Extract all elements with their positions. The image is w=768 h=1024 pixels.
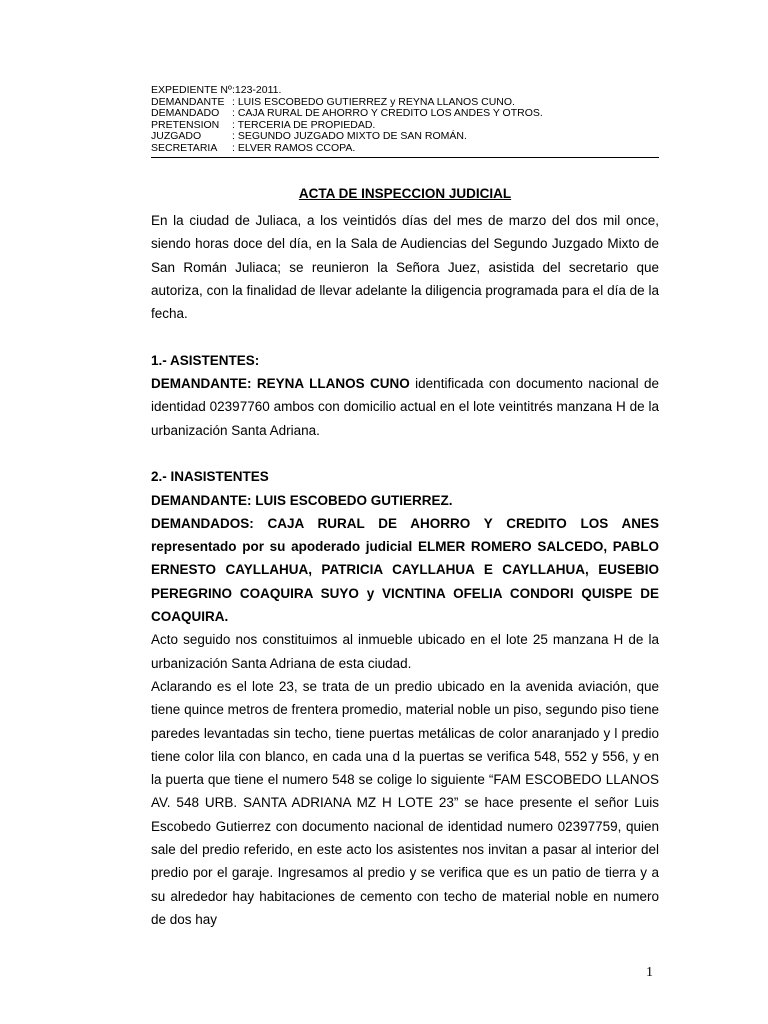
demandante-present-name: DEMANDANTE: REYNA LLANOS CUNO (151, 376, 410, 392)
header-value: : CAJA RURAL DE AHORRO Y CREDITO LOS ANDES Y OTROS. (232, 107, 543, 120)
document-body (151, 209, 659, 931)
header-value: : LUIS ESCOBEDO GUTIERREZ y REYNA LLANOS CUNO. (232, 95, 515, 108)
header-value: : SEGUNDO JUZGADO MIXTO DE SAN ROMÁN. (232, 130, 467, 143)
demandados-absent: DEMANDADOS: CAJA RURAL DE AHORRO Y CREDITO LOS ANES representado por su apoderado judicial ELMER ROMERO SALCEDO, PABLO ERNESTO CAYLLAHUA, PATRICIA CAYLLAHUA E CAYLLAHUA, EUSEBIO PEREGRINO COAQUIRA SUYO y VICNTINA OFELIA CONDORI QUISPE DE COAQUIRA. (151, 515, 659, 625)
paragraph-spacer (151, 325, 659, 348)
section-heading-asistentes: 1.- ASISTENTES: (151, 352, 260, 368)
header-label: SECRETARIA (151, 141, 218, 154)
header-row-expediente (151, 85, 659, 97)
section-heading-inasistentes: 2.- INASISTENTES (151, 469, 269, 485)
acto-seguido-paragraph: Acto seguido nos constituimos al inmueble ubicado en el lote 25 manzana H de la urbanización Santa Adriana de esta ciudad. (151, 632, 659, 671)
header-label: PRETENSION (151, 118, 220, 131)
header-label: EXPEDIENTE Nº (151, 84, 232, 96)
intro-paragraph: En la ciudad de Juliaca, a los veintidós días del mes de marzo del dos mil once, siendo horas doce del día, en la Sala de Audiencias del Segundo Juzgado Mixto de San Román Juliaca; se reunieron la Señora Juez, asistida del secretario que autoriza, con la finalidad de llevar adelante la diligencia programada para el día de la fecha. (151, 213, 659, 322)
header-label: JUZGADO (151, 130, 202, 143)
demandante-absent: DEMANDANTE: LUIS ESCOBEDO GUTIERREZ. (151, 492, 453, 508)
header-row-secretaria (151, 143, 659, 155)
header-value: :123-2011. (232, 84, 282, 96)
document-title-text: ACTA DE INSPECCION JUDICIAL (298, 186, 512, 201)
header-label: DEMANDANTE (151, 95, 225, 108)
case-header (151, 85, 659, 158)
asistentes-paragraph (151, 372, 659, 442)
header-value: : ELVER RAMOS CCOPA. (232, 141, 356, 154)
header-value: : TERCERIA DE PROPIEDAD. (232, 118, 376, 131)
page-number: 1 (646, 965, 653, 980)
header-row-demandado (151, 108, 659, 120)
aclarando-paragraph: Aclarando es el lote 23, se trata de un predio ubicado en la avenida aviación, que tiene quince metros de frentera promedio, material noble un piso, segundo piso tiene paredes levantadas sin techo, tiene puertas metálicas de color anaranjado y l predio tiene color lila con blanco, en cada una d la puertas se verifica 548, 552 y 556, y en la puerta que tiene el numero 548 se colige lo siguiente “FAM ESCOBEDO LLANOS AV. 548 URB. SANTA ADRIANA MZ H LOTE 23” se hace presente el señor Luis Escobedo Gutierrez con documento nacional de identidad numero 02397759, quien sale del predio referido, en este acto los asistentes nos invitan a pasar al interior del predio por el garaje. Ingresamos al predio y se verifica que es un patio de tierra y a su alrededor hay habitaciones de cemento con techo de material noble en numero de dos hay (151, 678, 659, 927)
paragraph-spacer (151, 442, 659, 465)
document-title (151, 186, 659, 201)
header-label: DEMANDADO (151, 107, 220, 120)
asistentes-text: identificada con documento nacional de identidad 02397760 ambos con domicilio actual en el lote veintitrés manzana H de la urbanización Santa Adriana. (151, 376, 659, 438)
header-row-juzgado (151, 131, 659, 143)
